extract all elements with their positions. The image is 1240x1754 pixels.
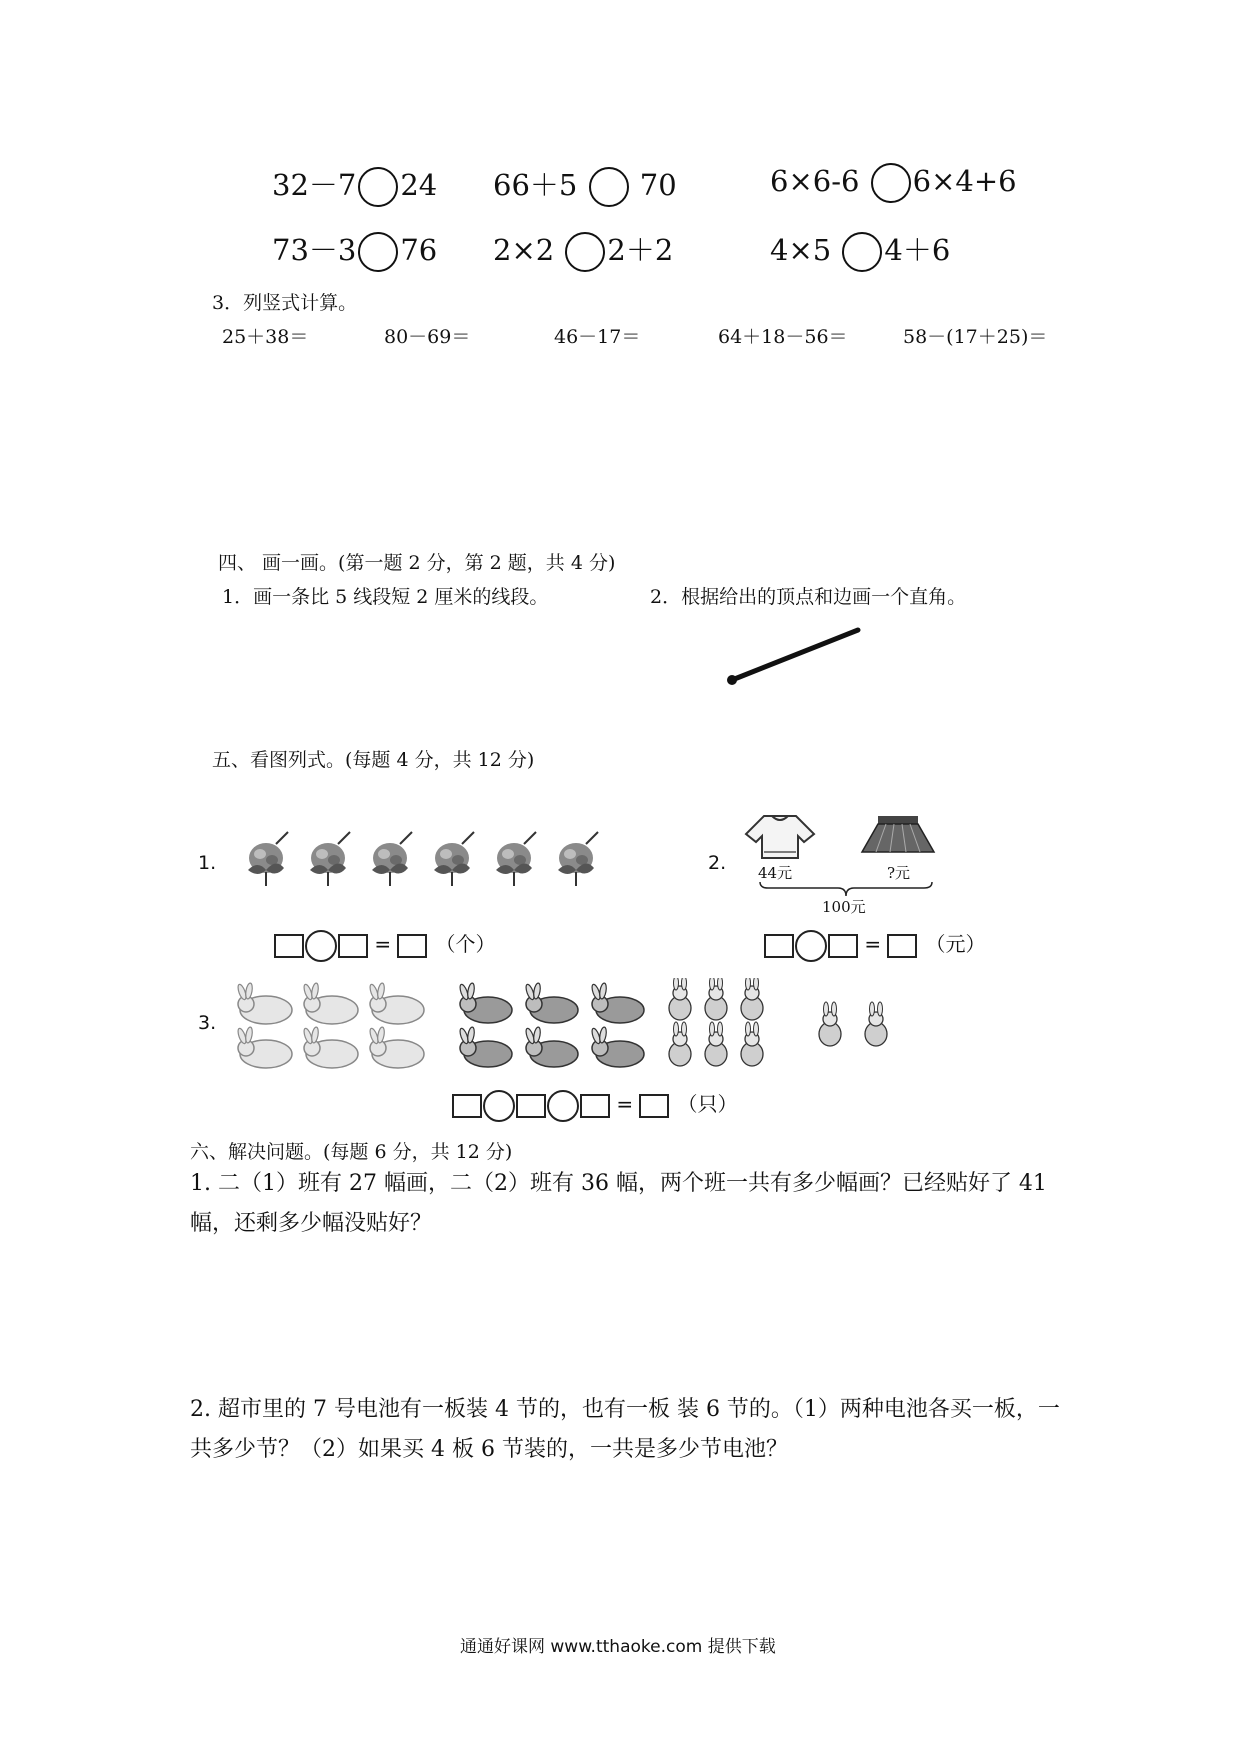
compare-left: 73－3 (272, 233, 357, 267)
compare-circle[interactable] (871, 163, 911, 203)
equals-sign: = (864, 932, 882, 956)
problem-1: 1. 二（1）班有 27 幅画，二（2）班有 36 幅，两个班一共有多少幅画？已经贴好了 41 幅，还剩多少幅没贴好？ (190, 1171, 1047, 1236)
sweater-illustration (744, 812, 816, 860)
unit-label: （只） (677, 1092, 738, 1116)
compare-item (770, 228, 950, 272)
compare-item (770, 163, 1017, 203)
answer-box[interactable] (397, 934, 427, 958)
operator-circle[interactable] (483, 1090, 515, 1122)
compare-circle[interactable] (842, 232, 882, 272)
compare-circle[interactable] (565, 232, 605, 272)
vertical-calc-item: 80－69＝ (384, 326, 471, 348)
section4-title: 四、 画一画。(第一题 2 分，第 2 题，共 4 分) (218, 552, 616, 574)
footer-credit: 通通好课网 www.tthaoke.com 提供下载 (460, 1637, 776, 1657)
compare-circle[interactable] (358, 232, 398, 272)
compare-item (272, 228, 437, 272)
section6-title: 六、解决问题。(每题 6 分，共 12 分) (190, 1141, 513, 1163)
compare-left: 32－7 (272, 168, 357, 202)
unit-label: （个） (435, 932, 496, 956)
price-left: 44元 (758, 864, 793, 882)
problem-2: 2. 超市里的 7 号电池有一板装 4 节的，也有一板 装 6 节的。（1）两种电池各买一板，一共多少节？（2）如果买 4 板 6 节装的，一共是多少节电池？ (190, 1397, 1060, 1462)
compare-right: 6×4+6 (912, 164, 1017, 198)
compare-item (493, 228, 673, 272)
q3-answer-row (452, 1088, 737, 1122)
compare-circle[interactable] (589, 167, 629, 207)
q3-number: 3. (198, 1012, 217, 1034)
section5-title: 五、看图列式。(每题 4 分，共 12 分) (212, 749, 535, 771)
answer-box[interactable] (516, 1094, 546, 1118)
total-price: 100元 (822, 898, 866, 916)
vertical-calc-item: 64＋18－56＝ (718, 326, 848, 348)
compare-right: 70 (630, 168, 677, 202)
compare-circle[interactable] (358, 167, 398, 207)
flower-row-illustration (236, 830, 616, 890)
skirt-illustration (858, 812, 938, 856)
compare-item (272, 163, 437, 207)
section4-q2: 2．根据给出的顶点和边画一个直角。 (650, 586, 967, 608)
equals-sign: = (616, 1092, 634, 1116)
compare-left: 4×5 (770, 233, 841, 267)
price-right: ?元 (887, 864, 911, 882)
compare-right: 2＋2 (607, 233, 674, 267)
section4-q1: 1．画一条比 5 线段短 2 厘米的线段。 (222, 586, 549, 608)
compare-right: 24 (400, 168, 438, 202)
q1-answer-row (274, 928, 495, 962)
operator-circle[interactable] (547, 1090, 579, 1122)
right-angle-given-edge (720, 622, 870, 692)
answer-box[interactable] (639, 1094, 669, 1118)
operator-circle[interactable] (795, 930, 827, 962)
compare-item (493, 163, 677, 207)
equals-sign: = (374, 932, 392, 956)
compare-right: 4＋6 (884, 233, 951, 267)
answer-box[interactable] (338, 934, 368, 958)
q2-number: 2. (708, 852, 727, 874)
answer-box[interactable] (452, 1094, 482, 1118)
q1-number: 1. (198, 852, 217, 874)
answer-box[interactable] (274, 934, 304, 958)
compare-left: 2×2 (493, 233, 564, 267)
vertical-calc-title: 3．列竖式计算。 (212, 292, 358, 314)
unit-label: （元） (925, 932, 986, 956)
vertical-calc-item: 46－17＝ (554, 326, 641, 348)
rabbits-illustration (234, 978, 914, 1078)
vertical-calc-item: 58－(17＋25)＝ (903, 326, 1048, 348)
answer-box[interactable] (764, 934, 794, 958)
answer-box[interactable] (580, 1094, 610, 1118)
q2-answer-row (764, 928, 985, 962)
answer-box[interactable] (887, 934, 917, 958)
answer-box[interactable] (828, 934, 858, 958)
compare-left: 66＋5 (493, 168, 587, 202)
compare-right: 76 (400, 233, 438, 267)
vertical-calc-item: 25＋38＝ (222, 326, 309, 348)
operator-circle[interactable] (305, 930, 337, 962)
compare-left: 6×6-6 (770, 164, 869, 198)
